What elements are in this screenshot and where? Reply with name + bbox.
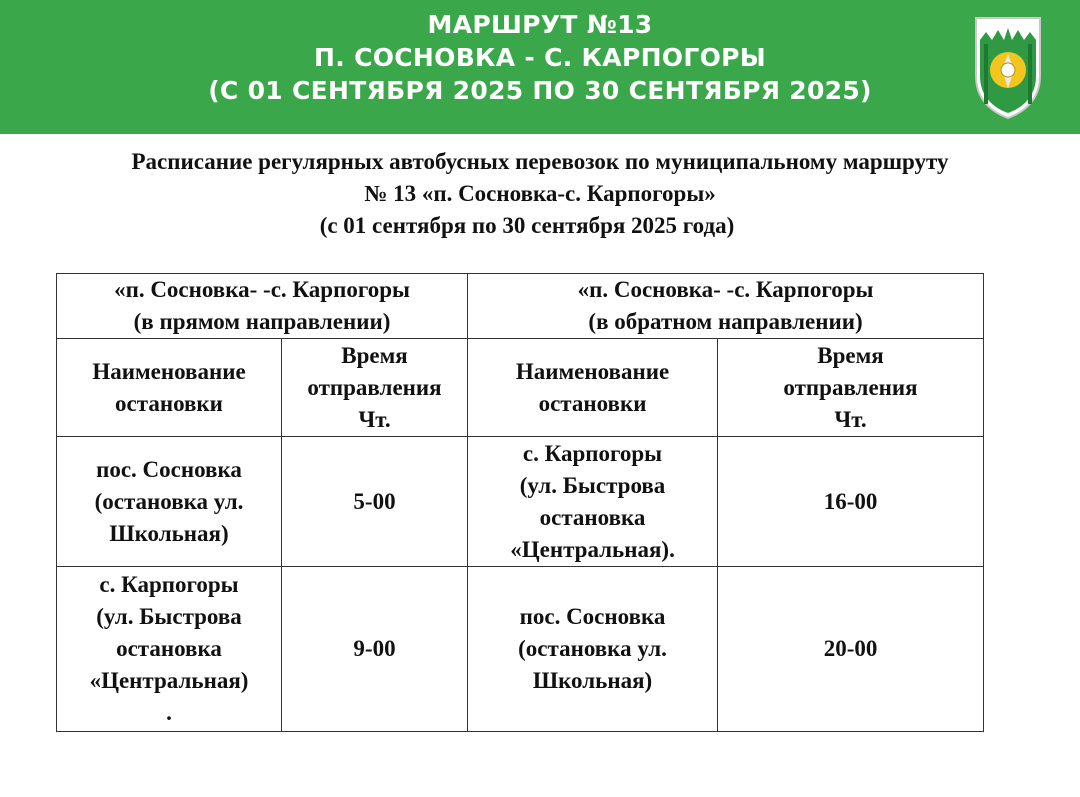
- header-text: Время: [817, 342, 884, 368]
- stop-text: «Центральная).: [510, 536, 675, 562]
- stop-text: остановка: [539, 504, 646, 530]
- direction-row: [57, 274, 984, 339]
- banner-title-line: (С 01 СЕНТЯБРЯ 2025 ПО 30 СЕНТЯБРЯ 2025): [208, 76, 872, 105]
- time-cell: 20-00: [718, 567, 984, 732]
- banner-title: [0, 8, 1080, 107]
- header-text: отправления: [783, 374, 918, 400]
- stop-cell: [57, 567, 282, 732]
- header-text: остановки: [538, 390, 647, 416]
- direction-reverse-cell: [468, 274, 984, 339]
- stop-text: «Центральная): [89, 668, 249, 693]
- header-row: [57, 339, 984, 437]
- header-time-reverse: [718, 339, 984, 437]
- header-text: Наименование: [92, 358, 246, 384]
- time-cell: 9-00: [282, 567, 468, 732]
- stop-text: с. Карпогоры: [522, 440, 663, 466]
- header-text: Наименование: [515, 358, 670, 384]
- time-cell: 5-00: [282, 437, 468, 567]
- heading-line: № 13 «п. Сосновка-с. Карпогоры»: [364, 181, 716, 206]
- stop-text: Школьная): [109, 520, 229, 546]
- header-text: отправления: [307, 374, 442, 400]
- stop-cell: [468, 567, 718, 732]
- stop-text: (ул. Быстрова: [519, 472, 666, 498]
- stop-text: с. Карпогоры: [99, 572, 239, 597]
- header-stop-reverse: [468, 339, 718, 437]
- header-stop-forward: [57, 339, 282, 437]
- direction-forward-line: «п. Сосновка- -с. Карпогоры: [114, 277, 410, 302]
- table-row: [57, 567, 984, 732]
- banner-title-line: П. СОСНОВКА - С. КАРПОГОРЫ: [314, 43, 766, 72]
- direction-forward-cell: [57, 274, 468, 339]
- direction-reverse-line: (в обратном направлении): [588, 309, 863, 334]
- banner-title-line: МАРШРУТ №13: [427, 10, 653, 39]
- stop-text: остановка: [116, 636, 222, 661]
- table-row: [57, 437, 984, 567]
- stop-text: (ул. Быстрова: [96, 604, 242, 629]
- header-text: Чт.: [358, 406, 391, 432]
- stop-cell: [468, 437, 718, 567]
- schedule-table: [56, 273, 984, 732]
- coat-of-arms-icon: [972, 14, 1044, 120]
- header-text: Время: [341, 342, 408, 368]
- stop-text: пос. Сосновка: [519, 604, 666, 629]
- document-heading: [0, 146, 1080, 242]
- header-time-forward: [282, 339, 468, 437]
- heading-line: Расписание регулярных автобусных перевозок по муниципальному маршруту: [131, 149, 949, 174]
- direction-reverse-line: «п. Сосновка- -с. Карпогоры: [577, 277, 874, 302]
- stop-cell: [57, 437, 282, 567]
- stop-text: (остановка ул.: [94, 488, 244, 514]
- stop-text: .: [166, 700, 172, 725]
- direction-forward-line: (в прямом направлении): [133, 309, 391, 334]
- stop-text: (остановка ул.: [518, 636, 667, 661]
- header-banner: [0, 0, 1080, 134]
- heading-line: (с 01 сентября по 30 сентября 2025 года): [319, 213, 735, 238]
- time-cell: 16-00: [718, 437, 984, 567]
- header-text: остановки: [115, 390, 223, 416]
- stop-text: пос. Сосновка: [96, 456, 242, 482]
- stop-text: Школьная): [532, 668, 653, 693]
- header-text: Чт.: [834, 406, 867, 432]
